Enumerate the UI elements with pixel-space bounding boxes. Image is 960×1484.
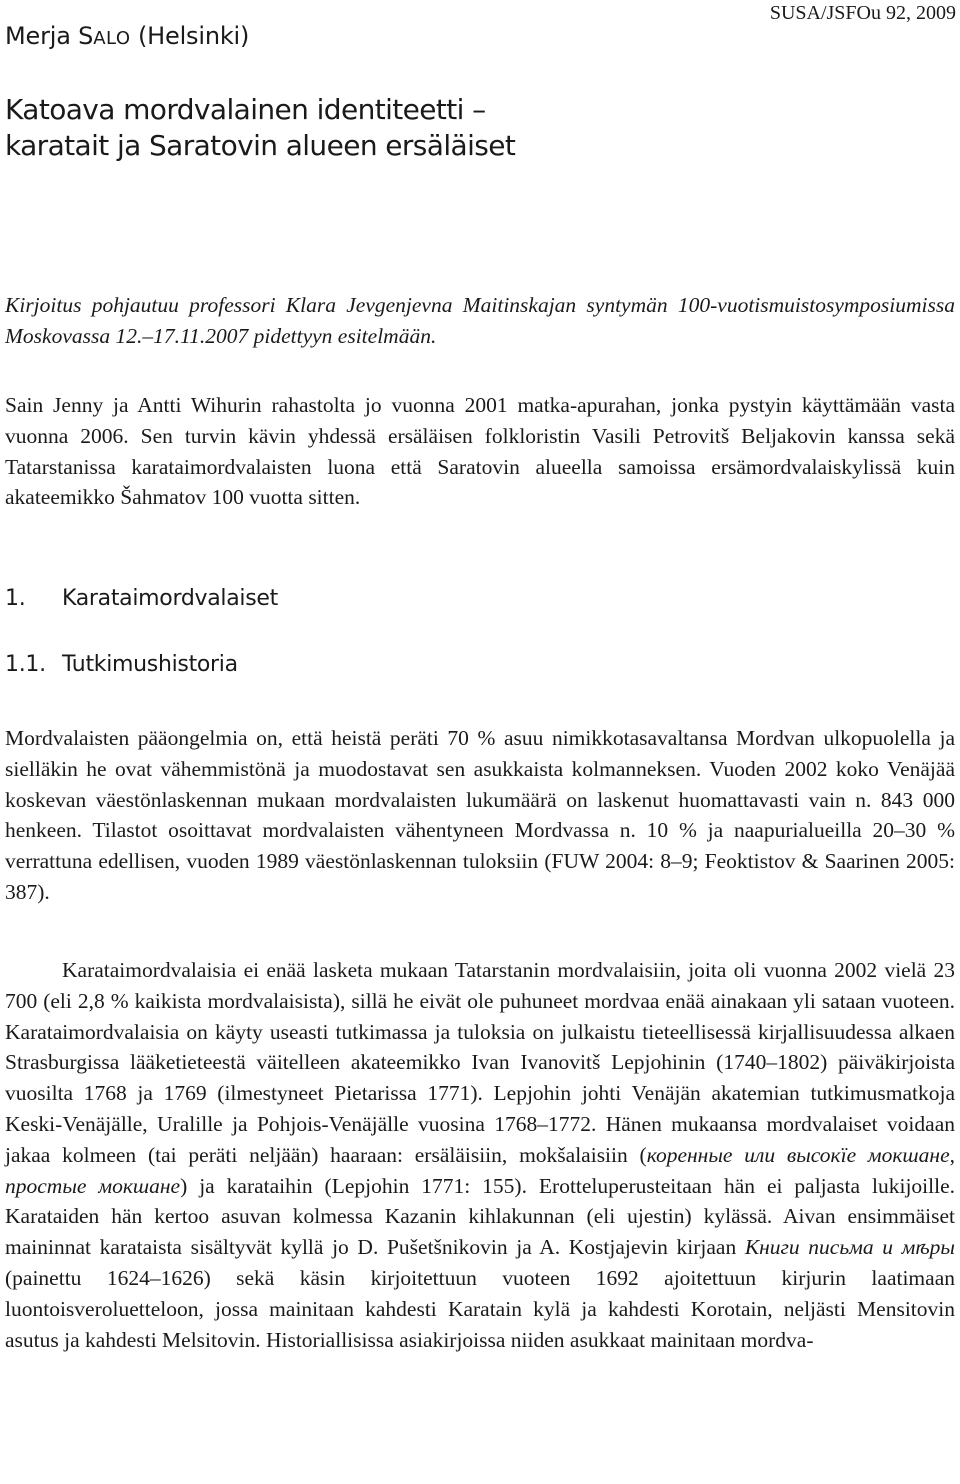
paragraph-2-separator: , (949, 1142, 955, 1167)
article-title-line-2: karatait ja Saratovin alueen ersäläiset (5, 129, 516, 162)
paragraph-2-text-a: Karataimordvalaisia ei enää lasketa mukaan Tatarstanin mordvalaisiin, joita oli vuonna 2002 vielä 23 700 (eli 2,8 % kaikista mordvalaisista), sillä he eivät ole puhuneet mordvaa enää ainakaan yli sataan vuoteen. Karataimordvalaisia on käyty useasti tutkimassa ja tuloksia on julkaistu tieteellisessä kirjallisuudessa alkaen Strasburgissa lääketieteestä väitelleen akateemikko Ivan Ivanovitš Lepjohinin (1740–1802) päiväkirjoista vuosilta 1768 ja 1769 (ilmestyneet Pietarissa 1771). Lepjohin johti Venäjän akatemian tutkimusmatkoja Keski-Venäjälle, Uralille ja Pohjois-Venäjälle vuosina 1768–1772. Hänen mukaansa mordvalaiset voidaan jakaa kolmeen (tai peräti neljään) haaraan: ersäläisiin, mokšalaisiin ( (5, 958, 955, 1167)
subsection-heading-1-1 (5, 652, 238, 677)
article-title (5, 92, 945, 164)
author-surname-initial: S (78, 22, 94, 50)
author-surname-rest: ALO (93, 28, 131, 49)
paragraph-2-text-c: (painettu 1624–1626) sekä käsin kirjoitettuun vuoteen 1692 ajoitettuun kirjurin laatimaan luontoisveroluetteloon, jossa mainitaan kahdesti Karatain kylä ja kahdesti Korotain, neljästi Mensitovin asutus ja kahdesti Melsitovin. Historiallisissa asiakirjoissa niiden asukkaat mainitaan mordva- (5, 1265, 955, 1352)
author-line (5, 22, 249, 50)
subsection-title: Tutkimushistoria (62, 652, 238, 677)
section-title: Karataimordvalaiset (62, 586, 278, 611)
body-paragraph-2 (5, 955, 955, 1355)
subsection-number: 1.1. (5, 652, 46, 677)
russian-term-1: коренные или высокïе мокшане (646, 1142, 950, 1167)
acknowledgement-paragraph: Sain Jenny ja Antti Wihurin rahastolta jo vuonna 2001 matka-apurahan, jonka pystyin käyttämään vasta vuonna 2006. Sen turvin kävin yhdessä ersäläisen folkloristin Vasili Petrovitš Beljakovin kanssa sekä Tatarstanissa karataimordvalaisten luona että Saratovin alueella samoissa ersämordvalaiskylissä kuin akateemikko Šahmatov 100 vuotta sitten. (5, 393, 955, 510)
author-first-name: Merja (5, 22, 79, 50)
russian-term-2: простые мокшане (5, 1173, 181, 1198)
section-number: 1. (5, 586, 26, 611)
russian-book-title: Книги письма и мѣры (744, 1235, 955, 1260)
body-paragraph-1: Mordvalaisten pääongelmia on, että heistä peräti 70 % asuu nimikkotasavaltansa Mordvan ulkopuolella ja sielläkin he ovat vähemmistönä ja muodostavat sen asukkaista kolmanneksen. Vuoden 2002 koko Venäjää koskevan väestönlaskennan mukaan mordvalaisten lukumäärä on laskenut huomattavasti vain n. 843 000 henkeen. Tilastot osoittavat mordvalaisten vähentyneen Mordvassa n. 10 % ja naapurialueilla 20–30 % verrattuna edellisen, vuoden 1989 väestönlaskennan tuloksiin (FUW 2004: 8–9; Feoktistov & Saarinen 2005: 387). (5, 726, 955, 904)
journal-reference: SUSA/JSFOu 92, 2009 (769, 2, 956, 24)
article-title-line-1: Katoava mordvalainen identiteetti – (5, 93, 486, 126)
article-note: Kirjoitus pohjautuu professori Klara Jevgenjevna Maitinskajan syntymän 100-vuotismuistosymposiumissa Moskovassa 12.–17.11.2007 pidettyyn esitelmään. (5, 293, 955, 348)
paragraph-2-text-b: ) ja karataihin (Lepjohin 1771: 155). Erotteluperusteitaan hän ei paljasta lukijoille. Karataiden hän kertoo asuvan kolmessa Kazanin kihlakunnan (eli ujestin) kylässä. Aivan ensimmäiset maininnat karataista sisältyvät kyllä jo D. Pušetšnikovin ja A. Kostjajevin kirjaan (5, 1173, 956, 1260)
section-heading-1 (5, 586, 278, 611)
author-affiliation: (Helsinki) (130, 22, 250, 50)
